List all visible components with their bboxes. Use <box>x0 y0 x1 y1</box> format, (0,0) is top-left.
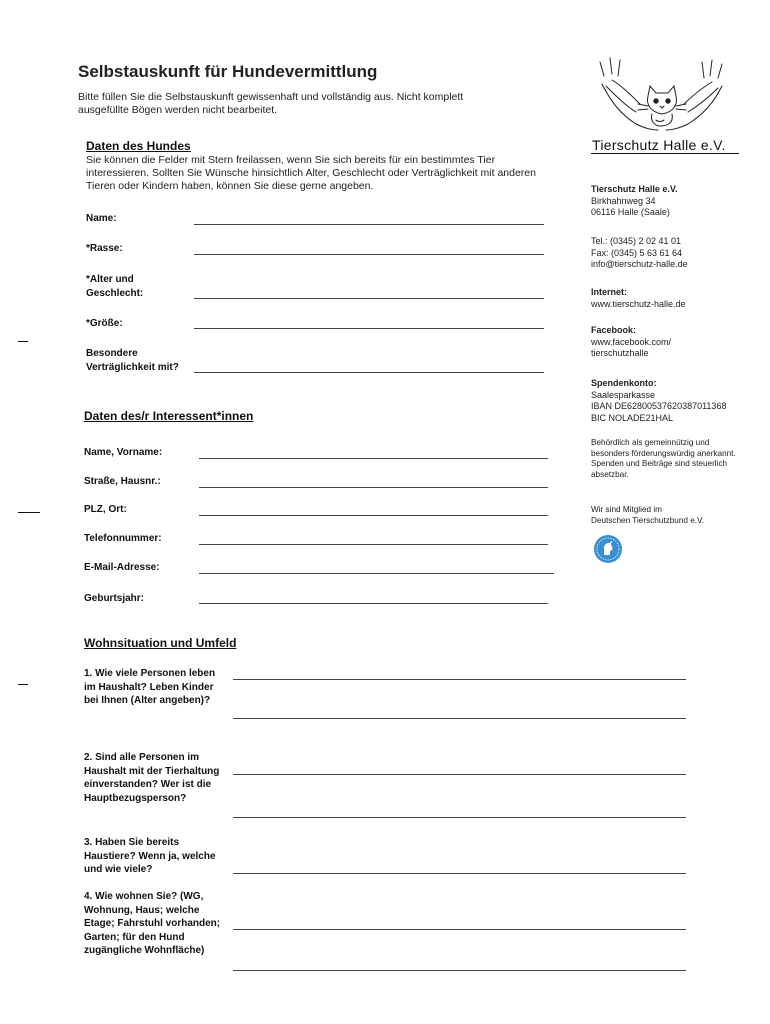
question-2-line-1[interactable] <box>233 774 686 775</box>
sidebar-internet <box>591 287 751 310</box>
hands-holding-cat-logo <box>592 56 732 136</box>
field-label-age-sex: *Alter und Geschlecht: <box>86 274 144 299</box>
email-line[interactable] <box>199 573 554 574</box>
sidebar-facebook-link-1[interactable]: www.facebook.com/ <box>591 336 672 347</box>
sidebar-internet-link[interactable]: www.tierschutz-halle.de <box>591 298 686 309</box>
question-1-line-2[interactable] <box>233 718 686 719</box>
birth-year-line[interactable] <box>199 603 548 604</box>
full-name-line[interactable] <box>199 458 548 459</box>
field-label-full-name: Name, Vorname: <box>84 447 163 458</box>
compatibility-line[interactable] <box>194 372 544 373</box>
zip-city-line[interactable] <box>199 515 548 516</box>
question-3: 3. Haben Sie bereits Haustiere? Wenn ja, welche und wie viele? <box>84 837 216 875</box>
sidebar-org-name: Tierschutz Halle e.V. <box>591 184 678 194</box>
field-label-size: *Größe: <box>86 318 123 329</box>
question-1-line-1[interactable] <box>233 679 686 680</box>
sidebar-city: 06116 Halle (Saale) <box>591 207 670 217</box>
field-label-birth-year: Geburtsjahr: <box>84 593 145 604</box>
question-4-line-2[interactable] <box>233 970 686 971</box>
question-1: 1. Wie viele Personen leben im Haushalt? Leben Kinder bei Ihnen (Alter angeben)? <box>84 668 216 706</box>
sidebar-member-line-1: Wir sind Mitglied im <box>591 505 662 514</box>
size-line[interactable] <box>194 328 544 329</box>
sidebar-bic: BIC NOLADE21HAL <box>591 412 674 423</box>
sidebar-membership <box>591 505 751 526</box>
sidebar-donation-label: Spendenkonto: <box>591 378 657 388</box>
sidebar-charity-note: Behördlich als gemeinnützig und besonders förderungswürdig anerkannt. Spenden und Beiträge sind steuerlich absetzbar. <box>591 438 736 479</box>
housing-section-heading: Wohnsituation und Umfeld <box>84 636 237 650</box>
sidebar-email[interactable]: info@tierschutz-halle.de <box>591 259 688 269</box>
field-label-street: Straße, Hausnr.: <box>84 476 161 487</box>
question-4-line-1[interactable] <box>233 929 686 930</box>
intro-text: Bitte füllen Sie die Selbstauskunft gewissenhaft und vollständig aus. Nicht komplett ausgefüllte Bögen werden nicht bearbeitet. <box>78 91 464 116</box>
margin-mark <box>18 512 40 513</box>
sidebar-tel: Tel.: (0345) 2 02 41 01 <box>591 236 682 246</box>
age-sex-line[interactable] <box>194 298 544 299</box>
sidebar-member-line-2: Deutschen Tierschutzbund e.V. <box>591 515 705 525</box>
sidebar-fax: Fax: (0345) 5 63 61 64 <box>591 247 683 258</box>
field-label-zip-city: PLZ, Ort: <box>84 504 127 515</box>
margin-mark <box>18 684 28 685</box>
field-label-breed: *Rasse: <box>86 243 123 254</box>
sidebar-donation <box>591 378 761 424</box>
interested-section-heading: Daten des/r Interessent*innen <box>84 409 254 423</box>
logo-text: Tierschutz Halle e.V. <box>592 137 726 153</box>
dog-section-text: Sie können die Felder mit Stern freilassen, wenn Sie sich bereits für ein bestimmtes Tier interessieren. Sollten Sie Wünsche hinsichtlich Alter, Geschlecht oder Verträglichkeit mit anderen Tieren oder Kindern haben, können Sie diese gerne angeben. <box>86 154 536 192</box>
dog-name-line[interactable] <box>194 224 544 225</box>
margin-mark <box>18 341 28 342</box>
sidebar-facebook-label: Facebook: <box>591 325 637 335</box>
dog-section-heading: Daten des Hundes <box>86 139 191 153</box>
field-label-phone: Telefonnummer: <box>84 533 162 544</box>
sidebar-address <box>591 184 751 219</box>
sidebar-bank: Saalesparkasse <box>591 389 656 400</box>
breed-line[interactable] <box>194 254 544 255</box>
question-2: 2. Sind alle Personen im Haushalt mit der Tierhaltung einverstanden? Wer ist die Hauptbezugsperson? <box>84 752 220 804</box>
street-line[interactable] <box>199 487 548 488</box>
question-4: 4. Wie wohnen Sie? (WG, Wohnung, Haus; welche Etage; Fahrstuhl vorhanden; Garten; für den Hund zugängliche Wohnfläche) <box>84 891 221 956</box>
sidebar-facebook-link-2[interactable]: tierschutzhalle <box>591 348 649 358</box>
sidebar-internet-label: Internet: <box>591 287 627 297</box>
phone-line[interactable] <box>199 544 548 545</box>
field-label-dog-name: Name: <box>86 213 117 224</box>
sidebar-street: Birkhahnweg 34 <box>591 195 656 206</box>
field-label-email: E-Mail-Adresse: <box>84 562 160 573</box>
question-2-line-2[interactable] <box>233 817 686 818</box>
sidebar-contact <box>591 236 751 271</box>
question-3-line[interactable] <box>233 873 686 874</box>
sidebar-facebook <box>591 325 751 360</box>
sidebar-iban: IBAN DE62800537620387011368 <box>591 401 727 411</box>
tierschutzbund-badge-icon <box>593 534 623 564</box>
field-label-compatibility: Besondere Verträglichkeit mit? <box>86 348 179 373</box>
page-title: Selbstauskunft für Hundevermittlung <box>78 62 378 81</box>
logo-underline <box>591 153 739 154</box>
